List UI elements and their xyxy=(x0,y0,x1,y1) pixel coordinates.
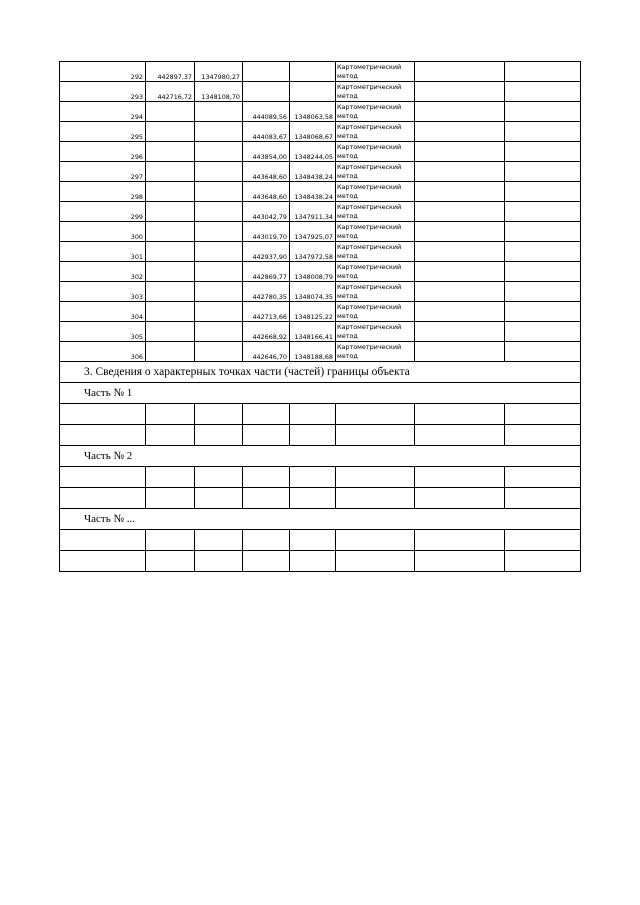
empty-cell xyxy=(415,467,505,488)
new-y-cell: 1347925,07 xyxy=(290,222,336,242)
accuracy-cell xyxy=(415,282,505,302)
empty-cell xyxy=(505,488,581,509)
point-number-cell: 294 xyxy=(60,102,146,122)
point-number-cell: 297 xyxy=(60,162,146,182)
new-x-cell: 442713,66 xyxy=(243,302,290,322)
description-cell xyxy=(505,262,581,282)
table-row xyxy=(60,162,581,182)
table-row xyxy=(60,62,581,82)
existing-y-cell: 1347980,27 xyxy=(195,62,243,82)
table-row xyxy=(60,342,581,362)
new-x-cell: 442937,90 xyxy=(243,242,290,262)
new-x-cell: 443648,60 xyxy=(243,162,290,182)
method-cell: Картометрический метод xyxy=(336,262,415,282)
empty-cell xyxy=(415,425,505,446)
empty-cell xyxy=(336,467,415,488)
table-row xyxy=(60,322,581,342)
accuracy-cell xyxy=(415,182,505,202)
part-title: Часть № 1 xyxy=(60,383,581,404)
accuracy-cell xyxy=(415,242,505,262)
description-cell xyxy=(505,282,581,302)
empty-cell xyxy=(60,404,146,425)
empty-cell xyxy=(243,488,290,509)
table-row xyxy=(60,302,581,322)
point-number-cell: 299 xyxy=(60,202,146,222)
empty-cell xyxy=(195,488,243,509)
new-y-cell: 1348438,24 xyxy=(290,162,336,182)
method-cell: Картометрический метод xyxy=(336,242,415,262)
point-number-cell: 305 xyxy=(60,322,146,342)
existing-x-cell xyxy=(146,162,195,182)
empty-cell xyxy=(146,488,195,509)
new-y-cell: 1348068,67 xyxy=(290,122,336,142)
description-cell xyxy=(505,82,581,102)
method-cell: Картометрический метод xyxy=(336,142,415,162)
empty-cell xyxy=(336,425,415,446)
point-number-cell: 306 xyxy=(60,342,146,362)
empty-cell xyxy=(415,551,505,572)
description-cell xyxy=(505,202,581,222)
description-cell xyxy=(505,102,581,122)
empty-cell xyxy=(505,551,581,572)
empty-cell xyxy=(336,551,415,572)
point-number-cell: 295 xyxy=(60,122,146,142)
table-row xyxy=(60,102,581,122)
existing-y-cell xyxy=(195,102,243,122)
existing-y-cell xyxy=(195,342,243,362)
accuracy-cell xyxy=(415,162,505,182)
existing-x-cell xyxy=(146,342,195,362)
new-y-cell: 1347972,58 xyxy=(290,242,336,262)
empty-cell xyxy=(195,425,243,446)
accuracy-cell xyxy=(415,222,505,242)
new-x-cell: 442668,92 xyxy=(243,322,290,342)
existing-y-cell: 1348108,70 xyxy=(195,82,243,102)
existing-y-cell xyxy=(195,202,243,222)
table-row xyxy=(60,488,581,509)
table-row xyxy=(60,242,581,262)
new-x-cell: 443854,00 xyxy=(243,142,290,162)
empty-cell xyxy=(146,467,195,488)
point-number-cell: 292 xyxy=(60,62,146,82)
description-cell xyxy=(505,302,581,322)
empty-cell xyxy=(415,488,505,509)
point-number-cell: 302 xyxy=(60,262,146,282)
method-cell: Картометрический метод xyxy=(336,202,415,222)
existing-y-cell xyxy=(195,162,243,182)
description-cell xyxy=(505,62,581,82)
existing-y-cell xyxy=(195,142,243,162)
table-row xyxy=(60,182,581,202)
method-cell: Картометрический метод xyxy=(336,322,415,342)
method-cell: Картометрический метод xyxy=(336,342,415,362)
existing-x-cell xyxy=(146,222,195,242)
existing-y-cell xyxy=(195,262,243,282)
new-y-cell: 1348188,68 xyxy=(290,342,336,362)
existing-x-cell xyxy=(146,262,195,282)
empty-cell xyxy=(146,551,195,572)
existing-x-cell: 442897,37 xyxy=(146,62,195,82)
part-title: Часть № ... xyxy=(60,509,581,530)
method-cell: Картометрический метод xyxy=(336,302,415,322)
accuracy-cell xyxy=(415,302,505,322)
empty-cell xyxy=(60,488,146,509)
empty-cell xyxy=(146,425,195,446)
empty-cell xyxy=(243,425,290,446)
empty-cell xyxy=(146,404,195,425)
existing-y-cell xyxy=(195,122,243,142)
point-number-cell: 301 xyxy=(60,242,146,262)
new-y-cell: 1348244,05 xyxy=(290,142,336,162)
empty-cell xyxy=(195,404,243,425)
existing-y-cell xyxy=(195,282,243,302)
empty-cell xyxy=(290,488,336,509)
new-x-cell xyxy=(243,82,290,102)
new-y-cell: 1348008,79 xyxy=(290,262,336,282)
empty-cell xyxy=(505,530,581,551)
description-cell xyxy=(505,322,581,342)
description-cell xyxy=(505,242,581,262)
method-cell: Картометрический метод xyxy=(336,122,415,142)
part-heading-row xyxy=(60,509,581,530)
section-title: 3. Сведения о характерных точках части (частей) границы объекта xyxy=(60,362,581,383)
section-heading-row xyxy=(60,362,581,383)
new-x-cell: 442869,77 xyxy=(243,262,290,282)
table-row xyxy=(60,202,581,222)
empty-cell xyxy=(60,425,146,446)
empty-cell xyxy=(60,551,146,572)
new-y-cell xyxy=(290,62,336,82)
empty-cell xyxy=(290,530,336,551)
table-row xyxy=(60,404,581,425)
method-cell: Картометрический метод xyxy=(336,62,415,82)
empty-cell xyxy=(290,425,336,446)
empty-cell xyxy=(505,404,581,425)
empty-cell xyxy=(243,467,290,488)
table-row xyxy=(60,82,581,102)
method-cell: Картометрический метод xyxy=(336,82,415,102)
existing-x-cell xyxy=(146,122,195,142)
empty-cell xyxy=(290,467,336,488)
empty-cell xyxy=(195,530,243,551)
existing-y-cell xyxy=(195,322,243,342)
new-y-cell: 1348063,58 xyxy=(290,102,336,122)
method-cell: Картометрический метод xyxy=(336,102,415,122)
empty-cell xyxy=(195,467,243,488)
accuracy-cell xyxy=(415,102,505,122)
empty-cell xyxy=(60,467,146,488)
table-row xyxy=(60,425,581,446)
existing-x-cell xyxy=(146,182,195,202)
empty-cell xyxy=(290,551,336,572)
empty-cell xyxy=(336,530,415,551)
point-number-cell: 298 xyxy=(60,182,146,202)
method-cell: Картометрический метод xyxy=(336,222,415,242)
table-row xyxy=(60,530,581,551)
part-heading-row xyxy=(60,383,581,404)
new-y-cell xyxy=(290,82,336,102)
new-y-cell: 1348125,22 xyxy=(290,302,336,322)
description-cell xyxy=(505,142,581,162)
new-x-cell: 443019,70 xyxy=(243,222,290,242)
new-x-cell: 443042,79 xyxy=(243,202,290,222)
method-cell: Картометрический метод xyxy=(336,162,415,182)
accuracy-cell xyxy=(415,202,505,222)
empty-cell xyxy=(195,551,243,572)
new-y-cell: 1348438,24 xyxy=(290,182,336,202)
new-x-cell: 443648,60 xyxy=(243,182,290,202)
point-number-cell: 300 xyxy=(60,222,146,242)
table-row xyxy=(60,551,581,572)
coordinates-table xyxy=(59,61,581,572)
existing-x-cell: 442716,72 xyxy=(146,82,195,102)
existing-x-cell xyxy=(146,322,195,342)
table-row xyxy=(60,142,581,162)
table-row xyxy=(60,262,581,282)
point-number-cell: 293 xyxy=(60,82,146,102)
existing-x-cell xyxy=(146,102,195,122)
accuracy-cell xyxy=(415,342,505,362)
empty-cell xyxy=(505,467,581,488)
description-cell xyxy=(505,162,581,182)
empty-cell xyxy=(505,425,581,446)
accuracy-cell xyxy=(415,262,505,282)
part-title: Часть № 2 xyxy=(60,446,581,467)
table-row xyxy=(60,467,581,488)
point-number-cell: 303 xyxy=(60,282,146,302)
method-cell: Картометрический метод xyxy=(336,282,415,302)
existing-x-cell xyxy=(146,282,195,302)
new-y-cell: 1348074,35 xyxy=(290,282,336,302)
empty-cell xyxy=(415,530,505,551)
accuracy-cell xyxy=(415,142,505,162)
description-cell xyxy=(505,122,581,142)
new-x-cell: 442780,35 xyxy=(243,282,290,302)
new-x-cell: 444083,67 xyxy=(243,122,290,142)
description-cell xyxy=(505,182,581,202)
part-heading-row xyxy=(60,446,581,467)
new-y-cell: 1347911,34 xyxy=(290,202,336,222)
table-row xyxy=(60,122,581,142)
description-cell xyxy=(505,222,581,242)
existing-y-cell xyxy=(195,302,243,322)
existing-x-cell xyxy=(146,302,195,322)
point-number-cell: 296 xyxy=(60,142,146,162)
empty-cell xyxy=(243,404,290,425)
empty-cell xyxy=(243,551,290,572)
existing-x-cell xyxy=(146,142,195,162)
existing-x-cell xyxy=(146,242,195,262)
method-cell: Картометрический метод xyxy=(336,182,415,202)
table-row xyxy=(60,222,581,242)
new-y-cell: 1348166,41 xyxy=(290,322,336,342)
new-x-cell: 444089,56 xyxy=(243,102,290,122)
empty-cell xyxy=(243,530,290,551)
empty-cell xyxy=(415,404,505,425)
description-cell xyxy=(505,342,581,362)
existing-y-cell xyxy=(195,222,243,242)
accuracy-cell xyxy=(415,82,505,102)
empty-cell xyxy=(336,404,415,425)
existing-y-cell xyxy=(195,242,243,262)
table-row xyxy=(60,282,581,302)
empty-cell xyxy=(60,530,146,551)
point-number-cell: 304 xyxy=(60,302,146,322)
accuracy-cell xyxy=(415,322,505,342)
new-x-cell xyxy=(243,62,290,82)
existing-x-cell xyxy=(146,202,195,222)
accuracy-cell xyxy=(415,122,505,142)
empty-cell xyxy=(336,488,415,509)
accuracy-cell xyxy=(415,62,505,82)
empty-cell xyxy=(290,404,336,425)
empty-cell xyxy=(146,530,195,551)
existing-y-cell xyxy=(195,182,243,202)
new-x-cell: 442646,70 xyxy=(243,342,290,362)
